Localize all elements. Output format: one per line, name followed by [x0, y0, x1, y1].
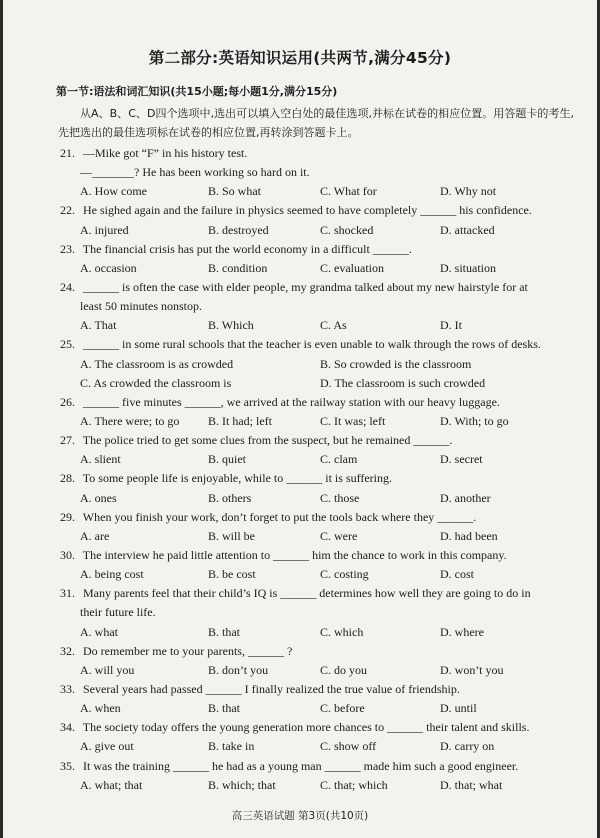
question-stem: The interview he paid little attention to ______ him the chance to work in this company.: [82, 547, 507, 562]
option-a: A. will you: [80, 662, 135, 677]
question-number: 24.: [60, 279, 75, 294]
option-a: A. are: [80, 528, 110, 543]
option-d: D. secret: [440, 452, 483, 467]
option-c: C. show off: [320, 739, 377, 754]
option-a: A. being cost: [80, 567, 144, 582]
option-d: D. another: [440, 490, 491, 505]
question-29: [60, 508, 574, 546]
option-b: B. others: [208, 490, 252, 505]
option-c: C. It was; left: [320, 413, 386, 428]
question-21: [60, 144, 574, 201]
question-stem: Many parents feel that their child’s IQ is ______ determines how well they are going to do in: [83, 586, 531, 601]
question-number: 27.: [60, 433, 75, 448]
question-stem-line: [60, 508, 574, 527]
question-stem: The police tried to get some clues from the suspect, but he remained ______.: [82, 433, 453, 448]
option-b: B. Which: [208, 318, 254, 333]
question-stem-line: [60, 757, 574, 776]
question-stem-line: [60, 144, 574, 163]
question-stem-line: [60, 335, 574, 354]
question-stem: ______ five minutes ______, we arrived at the railway station with our heavy luggage.: [83, 394, 500, 409]
question-number: 32.: [60, 643, 75, 658]
option-row: [60, 737, 574, 756]
option-row: [60, 489, 574, 508]
question-33: [60, 680, 574, 718]
option-b: B. quiet: [208, 452, 246, 467]
question-number: 30.: [60, 547, 75, 562]
option-b: B. So what: [208, 184, 262, 199]
question-31: [60, 584, 574, 641]
question-stem-continued: —_______? He has been working so hard on it.: [80, 165, 310, 180]
page-footer: 高三英语试题 第3页(共10页): [231, 810, 369, 822]
option-row: [60, 527, 574, 546]
option-row: [60, 316, 574, 335]
option-row: [60, 374, 574, 393]
option-b: B. condition: [208, 260, 268, 275]
question-23: [60, 240, 574, 278]
question-stem-line: [60, 431, 574, 450]
option-a: A. injured: [80, 222, 129, 237]
option-c: C. were: [320, 528, 358, 543]
option-a: A. There were; to go: [80, 413, 180, 428]
question-number: 35.: [60, 758, 75, 773]
question-number: 22.: [60, 203, 75, 218]
question-28: [60, 469, 574, 507]
question-stem-line: [60, 680, 574, 699]
option-row: [60, 221, 574, 240]
option-row: [60, 412, 574, 431]
option-d: D. situation: [440, 260, 496, 275]
option-b: B. which; that: [208, 777, 276, 792]
question-25: [60, 335, 574, 392]
question-stem: ______ is often the case with elder people, my grandma talked about my new hairstyle for at: [83, 279, 528, 294]
part-title: 第二部分:英语知识运用(共两节,满分45分): [148, 49, 452, 67]
option-c: C. costing: [320, 567, 369, 582]
question-stem: To some people life is enjoyable, while to ______ it is suffering.: [82, 471, 393, 486]
question-list: [60, 144, 574, 795]
question-stem-line: [60, 718, 574, 737]
question-number: 26.: [60, 394, 75, 409]
option-a: A. when: [80, 701, 121, 716]
option-c: C. What for: [320, 184, 377, 199]
option-c: C. As crowded the classroom is: [80, 375, 232, 390]
question-stem-line: [60, 278, 574, 297]
option-row: [60, 565, 574, 584]
option-d: D. carry on: [440, 739, 495, 754]
option-d: D. where: [440, 624, 484, 639]
question-number: 29.: [60, 509, 75, 524]
option-a: A. give out: [80, 739, 134, 754]
option-d: D. It: [440, 318, 462, 333]
option-b: B. don’t you: [208, 662, 269, 677]
question-number: 23.: [60, 241, 75, 256]
option-row: [60, 259, 574, 278]
option-row: [60, 623, 574, 642]
question-stem-line: [60, 469, 574, 488]
question-35: [60, 757, 574, 795]
option-d: D. cost: [440, 567, 474, 582]
question-stem-line: [60, 240, 574, 259]
option-b: B. that: [208, 701, 240, 716]
option-row: [60, 355, 574, 374]
option-a: A. ones: [80, 490, 117, 505]
option-d: D. The classroom is such crowded: [320, 375, 486, 390]
option-a: A. what: [80, 624, 118, 639]
question-stem: It was the training ______ he had as a young man ______ made him such a good engineer.: [83, 758, 519, 773]
option-d: D. With; to go: [440, 413, 509, 428]
option-c: C. As: [320, 318, 347, 333]
question-26: [60, 393, 574, 431]
question-34: [60, 718, 574, 756]
option-c: C. those: [320, 490, 360, 505]
option-d: D. that; what: [440, 777, 503, 792]
section-title: 第一节:语法和词汇知识(共15小题;每小题1分,满分15分): [56, 85, 338, 98]
option-c: C. shocked: [320, 222, 374, 237]
question-32: [60, 642, 574, 680]
option-c: C. evaluation: [320, 260, 384, 275]
question-stem: —Mike got “F” in his history test.: [83, 146, 248, 160]
option-c: C. clam: [320, 452, 358, 467]
question-number: 34.: [60, 720, 75, 735]
question-number: 31.: [60, 586, 75, 601]
question-stem: The society today offers the young generation more chances to ______ their talent and skills.: [82, 720, 530, 735]
question-stem-line: [60, 584, 574, 603]
option-a: A. slient: [80, 452, 121, 467]
option-d: D. had been: [440, 528, 498, 543]
question-number: 28.: [60, 471, 75, 486]
option-row: [60, 699, 574, 718]
question-stem-line: [60, 393, 574, 412]
option-row: [60, 450, 574, 469]
option-b: B. It had; left: [208, 413, 272, 428]
option-b: B. destroyed: [208, 222, 269, 237]
option-c: C. that; which: [320, 777, 388, 792]
option-a: A. what; that: [80, 777, 143, 792]
question-stem: Do remember me to your parents, ______ ?: [83, 643, 293, 658]
option-d: D. attacked: [440, 222, 495, 237]
instructions: 从A、B、C、D四个选项中,选出可以填入空白处的最佳选项,并标在试卷的相应位置。用答题卡的考生,先把选出的最佳选项标在试卷的相应位置,再转涂到答题卡上。: [58, 107, 574, 139]
question-number: 21.: [60, 146, 75, 160]
question-27: [60, 431, 574, 469]
question-stem-line: [60, 642, 574, 661]
question-stem: The financial crisis has put the world economy in a difficult ______.: [82, 241, 412, 256]
option-row: [60, 776, 574, 795]
scan-edge-left: [0, 0, 3, 838]
question-stem: When you finish your work, don’t forget to put the tools back where they ______.: [82, 509, 477, 524]
option-d: D. until: [440, 701, 477, 716]
question-stem: He sighed again and the failure in physics seemed to have completely ______ his confidence.: [83, 203, 532, 218]
question-number: 33.: [60, 681, 75, 696]
question-30: [60, 546, 574, 584]
option-c: C. before: [320, 701, 365, 716]
question-stem-continued: least 50 minutes nonstop.: [80, 299, 202, 314]
question-stem-line: [60, 546, 574, 565]
option-d: D. won’t you: [440, 662, 504, 677]
option-row: [60, 182, 574, 201]
option-a: A. That: [80, 318, 117, 333]
question-24: [60, 278, 574, 335]
option-b: B. be cost: [208, 567, 256, 582]
question-stem-line: [60, 201, 574, 220]
option-b: B. So crowded is the classroom: [320, 356, 472, 371]
option-row: [60, 661, 574, 680]
option-a: A. occasion: [80, 260, 137, 275]
question-stem-continued: their future life.: [80, 605, 156, 620]
question-22: [60, 201, 574, 239]
option-c: C. which: [320, 624, 364, 639]
option-a: A. The classroom is as crowded: [80, 356, 234, 371]
option-b: B. that: [208, 624, 240, 639]
question-number: 25.: [60, 337, 75, 352]
option-b: B. take in: [208, 739, 255, 754]
option-a: A. How come: [80, 184, 147, 199]
question-stem: ______ in some rural schools that the teacher is even unable to walk through the rows of desks.: [83, 337, 541, 352]
option-c: C. do you: [320, 662, 368, 677]
option-d: D. Why not: [440, 184, 497, 199]
question-stem: Several years had passed ______ I finally realized the true value of friendship.: [83, 681, 460, 696]
option-b: B. will be: [208, 528, 255, 543]
